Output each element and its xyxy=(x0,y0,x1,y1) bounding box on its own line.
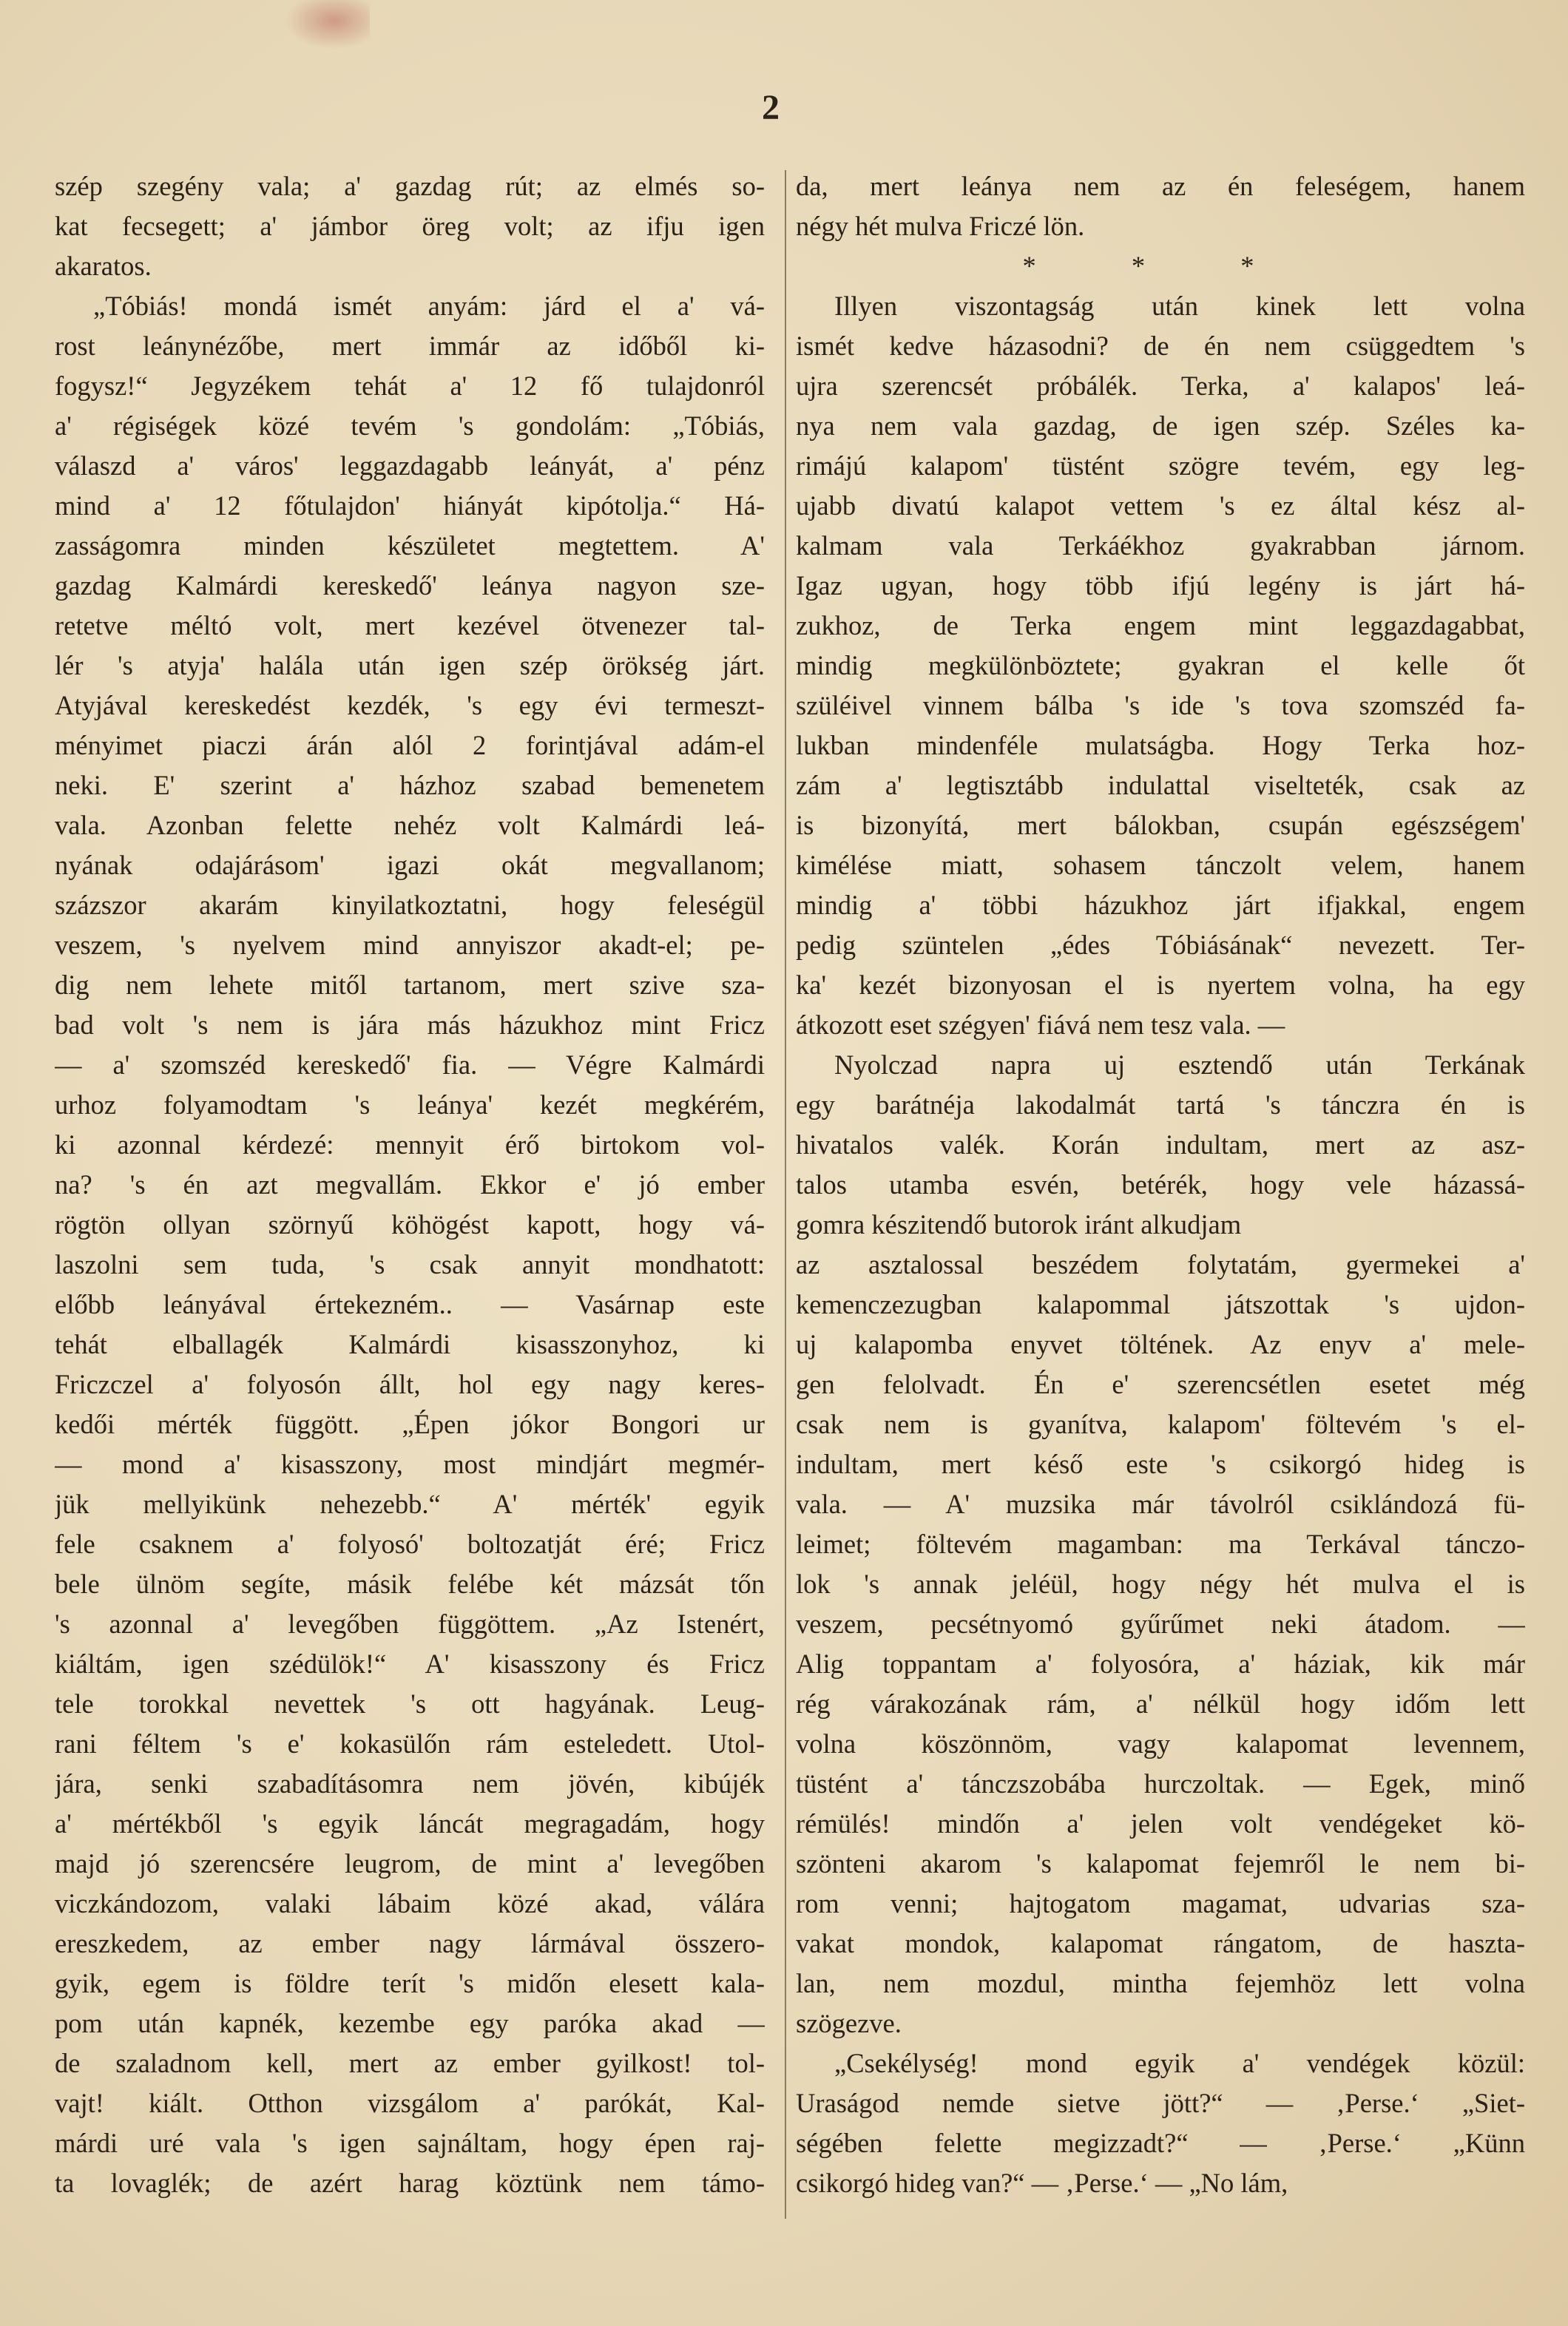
text-line: Igaz ugyan, hogy több ifjú legény is járt há- xyxy=(796,570,1525,601)
text-line: rani féltem 's e' kokasülőn rám esteledett. Utol- xyxy=(55,1728,765,1759)
text-line: jára, senki szabadításomra nem jövén, kibújék xyxy=(55,1768,765,1799)
text-line: ereszkedem, az ember nagy lármával összero- xyxy=(55,1928,765,1958)
text-line: da, mert leánya nem az én feleségem, hanem xyxy=(796,171,1525,201)
text-line: gyik, egem is földre terít 's midőn elesett kala- xyxy=(55,1968,765,1998)
text-line: Uraságod nemde sietve jött?“ — ‚Perse.‘ „Siet- xyxy=(796,2088,1525,2118)
text-line: pedig szüntelen „édes Tóbiásának“ nevezett. Ter- xyxy=(796,930,1525,960)
text-line: szép szegény vala; a' gazdag rút; az elmés so- xyxy=(55,171,765,201)
text-line: márdi uré vala 's igen sajnáltam, hogy épen raj- xyxy=(55,2128,765,2158)
text-line: a' mértékből 's egyik láncát megragadám, hogy xyxy=(55,1808,765,1839)
text-line: rost leánynézőbe, mert immár az időből ki- xyxy=(55,331,765,361)
text-line: csikorgó hideg van?“ — ‚Perse.‘ — „No lám, xyxy=(796,2168,1288,2198)
text-line: Atyjával kereskedést kezdék, 's egy évi termeszt- xyxy=(55,690,765,720)
text-line: bad volt 's nem is jára más házukhoz mint Fricz xyxy=(55,1010,765,1040)
text-line: mindig megkülönböztete; gyakran el kelle őt xyxy=(796,650,1525,680)
text-line: fogysz!“ Jegyzékem tehát a' 12 fő tulajdonról xyxy=(55,371,765,401)
text-line: majd jó szerencsére leugrom, de mint a' levegőben xyxy=(55,1848,765,1879)
text-line: kimélése miatt, sohasem tánczolt velem, hanem xyxy=(796,850,1525,880)
text-line: uj kalapomba enyvet töltének. Az enyv a' mele- xyxy=(796,1329,1525,1359)
text-line: nya nem vala gazdag, de igen szép. Széles ka- xyxy=(796,410,1525,441)
text-line: Nyolczad napra uj esztendő után Terkának xyxy=(834,1049,1525,1080)
text-line: átkozott eset szégyen' fiává nem tesz vala. — xyxy=(796,1010,1285,1040)
text-line: csak nem is gyanítva, kalapom' föltevém 's el- xyxy=(796,1409,1525,1439)
text-line: gomra készitendő butorok iránt alkudjam xyxy=(796,1209,1242,1240)
text-line: négy hét mulva Friczé lön. xyxy=(796,211,1085,241)
text-line: lok 's annak jeléül, hogy négy hét mulva el is xyxy=(796,1569,1525,1599)
text-line: veszem, 's nyelvem mind annyiszor akadt-el; pe- xyxy=(55,930,765,960)
text-line: Illyen viszontagság után kinek lett volna xyxy=(834,291,1525,321)
text-line: ismét kedve házasodni? de én nem csüggedtem 's xyxy=(796,331,1525,361)
text-line: szüléivel vinnem bálba 's ide 's tova szomszéd fa- xyxy=(796,690,1525,720)
text-line: urhoz folyamodtam 's leánya' kezét megkérém, xyxy=(55,1089,765,1120)
text-line: volna köszönnöm, vagy kalapomat levennem, xyxy=(796,1728,1525,1759)
text-line: ujra szerencsét próbálék. Terka, a' kalapos' leá- xyxy=(796,371,1525,401)
text-line: ményimet piaczi árán alól 2 forintjával adám-el xyxy=(55,730,765,760)
text-line: rom venni; hajtogatom magamat, udvarias sza- xyxy=(796,1888,1525,1918)
text-line: ki azonnal kérdezé: mennyit érő birtokom vol- xyxy=(55,1129,765,1160)
text-line: tele torokkal nevettek 's ott hagyának. Leug- xyxy=(55,1688,765,1719)
text-line: ségében felette megizzadt?“ — ‚Perse.‘ „Künn xyxy=(796,2128,1525,2158)
red-stain-mark xyxy=(281,0,370,52)
text-line: százszor akarám kinyilatkoztatni, hogy feleségül xyxy=(55,890,765,920)
right-column xyxy=(796,166,1525,2203)
text-line: lukban mindenféle mulatságba. Hogy Terka hoz- xyxy=(796,730,1525,760)
text-line: lan, nem mozdul, mintha fejemhöz lett volna xyxy=(796,1968,1525,1998)
text-line: rimájú kalapom' tüstént szögre tevém, egy leg- xyxy=(796,450,1525,481)
page-number: 2 xyxy=(762,88,780,127)
text-line: kiáltám, igen szédülök!“ A' kisasszony és Fricz xyxy=(55,1649,765,1679)
text-line: bele ülnöm segíte, másik felébe két mázsát tőn xyxy=(55,1569,765,1599)
text-line: vala. — A' muzsika már távolról csiklándozá fü- xyxy=(796,1489,1525,1519)
text-line: laszolni sem tuda, 's csak annyit mondhatott: xyxy=(55,1249,765,1279)
text-line: leimet; föltevém magamban: ma Terkával tánczo- xyxy=(796,1529,1525,1559)
text-line: veszem, pecsétnyomó gyűrűmet neki átadom. — xyxy=(796,1609,1525,1639)
text-line: „Csekélység! mond egyik a' vendégek közül: xyxy=(834,2048,1525,2078)
text-line: „Tóbiás! mondá ismét anyám: járd el a' vá- xyxy=(93,291,765,321)
text-line: ka' kezét bizonyosan el is nyertem volna, ha egy xyxy=(796,970,1525,1000)
text-line: 's azonnal a' levegőben függöttem. „Az Istenért, xyxy=(55,1609,765,1639)
text-line: zasságomra minden készületet megtettem. A' xyxy=(55,530,765,561)
text-line: mind a' 12 főtulajdon' hiányát kipótolja.“ Há- xyxy=(55,490,765,521)
text-line: tüstént a' tánczszobába hurczoltak. — Egek, minő xyxy=(796,1768,1525,1799)
text-line: — a' szomszéd kereskedő' fia. — Végre Kalmárdi xyxy=(55,1049,765,1080)
text-line: vakat mondok, kalapomat rángatom, de haszta- xyxy=(796,1928,1525,1958)
text-line: — mond a' kisasszony, most mindjárt megmér- xyxy=(55,1449,765,1479)
text-line: kemenczezugban kalapommal játszottak 's ujdon- xyxy=(796,1289,1525,1319)
text-line: talos utamba esvén, betérék, hogy vele házassá- xyxy=(796,1169,1525,1200)
text-line: ta lovaglék; de azért harag köztünk nem támo- xyxy=(55,2168,765,2198)
text-line: akaratos. xyxy=(55,251,152,281)
text-line: na? 's én azt megvallám. Ekkor e' jó ember xyxy=(55,1169,765,1200)
text-line: hivatalos valék. Korán indultam, mert az asz- xyxy=(796,1129,1525,1160)
text-line: egy barátnéja lakodalmát tartá 's tánczra én is xyxy=(796,1089,1525,1120)
text-line: Friczczel a' folyosón állt, hol egy nagy keres- xyxy=(55,1369,765,1399)
text-line: rég várakozának rám, a' nélkül hogy időm lett xyxy=(796,1688,1525,1719)
text-line: zukhoz, de Terka engem mint leggazdagabbat, xyxy=(796,610,1525,640)
text-line: viczkándozom, valaki lábaim közé akad, válára xyxy=(55,1888,765,1918)
text-line: Alig toppantam a' folyosóra, a' háziak, kik már xyxy=(796,1649,1525,1679)
text-line: válaszd a' város' leggazdagabb leányát, a' pénz xyxy=(55,450,765,481)
text-line: gazdag Kalmárdi kereskedő' leánya nagyon sze- xyxy=(55,570,765,601)
text-line: ujabb divatú kalapot vettem 's ez által kész al- xyxy=(796,490,1525,521)
text-line: tehát elballagék Kalmárdi kisasszonyhoz, ki xyxy=(55,1329,765,1359)
text-line: a' régiségek közé tevém 's gondolám: „Tóbiás, xyxy=(55,410,765,441)
text-line: fele csaknem a' folyosó' boltozatját éré; Fricz xyxy=(55,1529,765,1559)
text-line: előbb leányával értekezném.. — Vasárnap este xyxy=(55,1289,765,1319)
text-line: zám a' legtisztább indulattal viselteték, csak az xyxy=(796,770,1525,800)
text-line: indultam, mert késő este 's csikorgó hideg is xyxy=(796,1449,1525,1479)
text-line: nyának odajárásom' igazi okát megvallanom; xyxy=(55,850,765,880)
text-line: dig nem lehete mitől tartanom, mert szive sza- xyxy=(55,970,765,1000)
text-line: vajt! kiált. Otthon vizsgálom a' parókát, Kal- xyxy=(55,2088,765,2118)
text-line: kat fecsegett; a' jámbor öreg volt; az ifju igen xyxy=(55,211,765,241)
column-divider xyxy=(785,170,786,2219)
text-line: pom után kapnék, kezembe egy paróka akad — xyxy=(55,2008,765,2038)
text-line: lér 's atyja' halála után igen szép örökség járt. xyxy=(55,650,765,680)
left-column xyxy=(55,166,765,2203)
text-line: retetve méltó volt, mert kezével ötvenezer tal- xyxy=(55,610,765,640)
text-line: szönteni akarom 's kalapomat fejemről le nem bi- xyxy=(796,1848,1525,1879)
text-line: kalmam vala Terkáékhoz gyakrabban járnom. xyxy=(796,530,1525,561)
text-line: rémülés! mindőn a' jelen volt vendégeket kö- xyxy=(796,1808,1525,1839)
text-line: is bizonyítá, mert bálokban, csupán egészségem' xyxy=(796,810,1525,840)
text-line: vala. Azonban felette nehéz volt Kalmárdi leá- xyxy=(55,810,765,840)
text-line: az asztalossal beszédem folytatám, gyermekei a' xyxy=(796,1249,1525,1279)
text-line: kedői mérték függött. „Épen jókor Bongori ur xyxy=(55,1409,765,1439)
text-line: * * * xyxy=(1022,251,1299,281)
text-line: gen felolvadt. Én e' szerencsétlen esetet még xyxy=(796,1369,1525,1399)
text-line: de szaladnom kell, mert az ember gyilkost! tol- xyxy=(55,2048,765,2078)
text-line: jük mellyikünk nehezebb.“ A' mérték' egyik xyxy=(55,1489,765,1519)
text-line: mindig a' többi házukhoz járt ifjakkal, engem xyxy=(796,890,1525,920)
text-line: rögtön ollyan szörnyű köhögést kapott, hogy vá- xyxy=(55,1209,765,1240)
text-line: neki. E' szerint a' házhoz szabad bemenetem xyxy=(55,770,765,800)
text-line: szögezve. xyxy=(796,2008,902,2038)
